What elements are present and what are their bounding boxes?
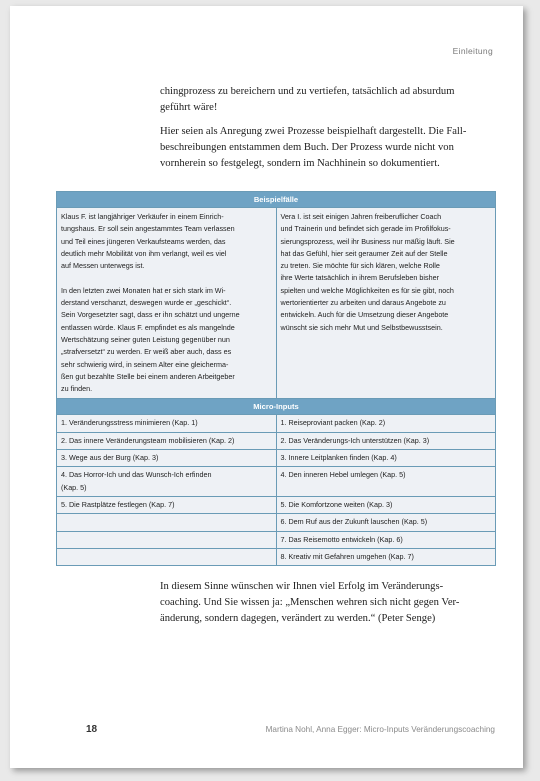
micro-input-left-empty <box>57 514 277 531</box>
micro-input-right <box>276 415 496 432</box>
case-description-right <box>276 208 496 399</box>
micro-input-right <box>276 467 496 497</box>
text-line: chingprozess zu bereichern und zu vertiefen, tatsächlich ad absurdum <box>160 86 455 97</box>
text-line: Sein Vorgesetzter sagt, dass er ihn schätzt und ungerne <box>61 310 240 320</box>
micro-input-right <box>276 548 496 565</box>
table-row <box>57 548 496 565</box>
cell-text: 4. Das Horror-Ich und das Wunsch-Ich erfinden <box>61 470 212 480</box>
micro-input-left <box>57 450 277 467</box>
text-line: deutlich mehr Mobilität von ihm verlangt, weil es viel <box>61 248 227 258</box>
text-line: änderung, sondern dagegen, verändert zu werden.“ (Peter Senge) <box>160 613 436 624</box>
text-line: ihre Werte tatsächlich in ihrem Berufsleben bisher <box>280 273 439 283</box>
text-line: Wertschätzung seiner guten Leistung gegenüber nun <box>61 334 230 344</box>
text-line: sehr schwierig wird, in seinem Alter eine gleicherma- <box>61 359 229 369</box>
cell-text: 2. Das innere Veränderungsteam mobilisieren (Kap. 2) <box>61 435 235 445</box>
cell-text: 3. Innere Leitplanken finden (Kap. 4) <box>280 453 397 463</box>
micro-input-right <box>276 496 496 513</box>
table-row <box>57 531 496 548</box>
closing-paragraph <box>160 579 490 627</box>
text-line: beschreibungen entstammen dem Buch. Der Prozess wurde nicht von <box>160 142 454 153</box>
micro-input-left <box>57 467 277 497</box>
text-line: In den letzten zwei Monaten hat er sich stark im Wi- <box>61 285 226 295</box>
text-line: ßen gut bezahlte Stelle bei einem anderen Arbeitgeber <box>61 371 235 381</box>
cell-text: 7. Das Reisemotto entwickeln (Kap. 6) <box>280 534 403 544</box>
table-row <box>57 450 496 467</box>
table-row <box>57 432 496 449</box>
book-page <box>10 6 523 768</box>
section-header-beispielfaelle: Beispielfälle <box>57 192 496 208</box>
case-description-left <box>57 208 277 399</box>
text-line: vornherein so festgelegt, sondern im Nachhinein so dokumentiert. <box>160 158 440 169</box>
text-line: zu treten. Sie möchte für sich klären, welche Rolle <box>280 261 440 271</box>
section-header-micro-inputs: Micro-Inputs <box>57 399 496 415</box>
micro-input-left-empty <box>57 548 277 565</box>
text-line: sierungsprozess, weil ihr Business nur mäßig läuft. Sie <box>280 236 455 246</box>
text-line: wertorientierter zu arbeiten und daraus Angebote zu <box>280 298 446 308</box>
text-line: „strafversetzt“ zu werden. Er weiß aber auch, dass es <box>61 347 232 357</box>
micro-input-left-empty <box>57 531 277 548</box>
text-line: In diesem Sinne wünschen wir Ihnen viel Erfolg im Veränderungs- <box>160 581 444 592</box>
text-line: tungshaus. Er soll sein angestammtes Team verlassen <box>61 224 235 234</box>
text-line: Klaus F. ist langjähriger Verkäufer in einem Einrich- <box>61 212 224 221</box>
cell-text: 6. Dem Ruf aus der Zukunft lauschen (Kap. 5) <box>280 517 428 527</box>
footer-credit: Martina Nohl, Anna Egger: Micro-Inputs Veränderungscoaching <box>265 725 495 734</box>
micro-input-left <box>57 496 277 513</box>
text-line: coaching. Und Sie wissen ja: „Menschen wehren sich nicht gegen Ver- <box>160 597 460 608</box>
text-line: geführt wäre! <box>160 102 218 113</box>
cell-text: 2. Das Veränderungs-Ich unterstützen (Kap. 3) <box>280 435 430 445</box>
micro-input-left <box>57 415 277 432</box>
cell-text: 1. Veränderungsstress minimieren (Kap. 1) <box>61 418 198 428</box>
micro-input-right <box>276 432 496 449</box>
micro-input-right <box>276 450 496 467</box>
cell-text: 3. Wege aus der Burg (Kap. 3) <box>61 453 159 463</box>
examples-table <box>56 191 496 566</box>
text-line: hat das Gefühl, hier seit geraumer Zeit auf der Stelle <box>280 248 448 258</box>
page-number: 18 <box>86 724 98 735</box>
text-line: zu finden. <box>61 384 93 394</box>
running-head: Einleitung <box>452 46 493 56</box>
cell-text: 4. Den inneren Hebel umlegen (Kap. 5) <box>280 470 406 480</box>
cell-text: 5. Die Komfortzone weiten (Kap. 3) <box>280 499 393 509</box>
table-row <box>57 514 496 531</box>
text-line: und Teil eines jüngeren Verkaufsteams werden, das <box>61 236 226 246</box>
micro-input-right <box>276 531 496 548</box>
text-line: derstand verschanzt, deswegen wurde er „geschickt“. <box>61 298 232 308</box>
table-row <box>57 415 496 432</box>
text-line: entlassen würde. Klaus F. empfindet es als mangelnde <box>61 322 235 332</box>
intro-paragraph-1 <box>160 84 490 116</box>
cell-text: 5. Die Rastplätze festlegen (Kap. 7) <box>61 499 175 509</box>
text-line: spielten und welche Möglichkeiten es für sie gibt, noch <box>280 285 454 295</box>
micro-input-left <box>57 432 277 449</box>
text-line: Vera I. ist seit einigen Jahren freiberuflicher Coach <box>280 212 442 221</box>
cell-text: 8. Kreativ mit Gefahren umgehen (Kap. 7) <box>280 551 414 561</box>
cell-text: 1. Reiseproviant packen (Kap. 2) <box>280 418 386 428</box>
table-row <box>57 496 496 513</box>
text-line: auf Messen unterwegs ist. <box>61 261 145 271</box>
text-line: Hier seien als Anregung zwei Prozesse beispielhaft dargestellt. Die Fall- <box>160 126 467 137</box>
intro-paragraph-2 <box>160 124 490 172</box>
table-row <box>57 467 496 497</box>
text-line: wünscht sie sich mehr Mut und Selbstbewusstsein. <box>280 322 443 332</box>
micro-input-right <box>276 514 496 531</box>
text-line: und Trainerin und befindet sich gerade im Profilfokus- <box>280 224 451 234</box>
paragraph-gap <box>61 272 272 284</box>
cell-text: (Kap. 5) <box>61 482 87 492</box>
text-line: entwickeln. Auch für die Umsetzung dieser Angebote <box>280 310 449 320</box>
